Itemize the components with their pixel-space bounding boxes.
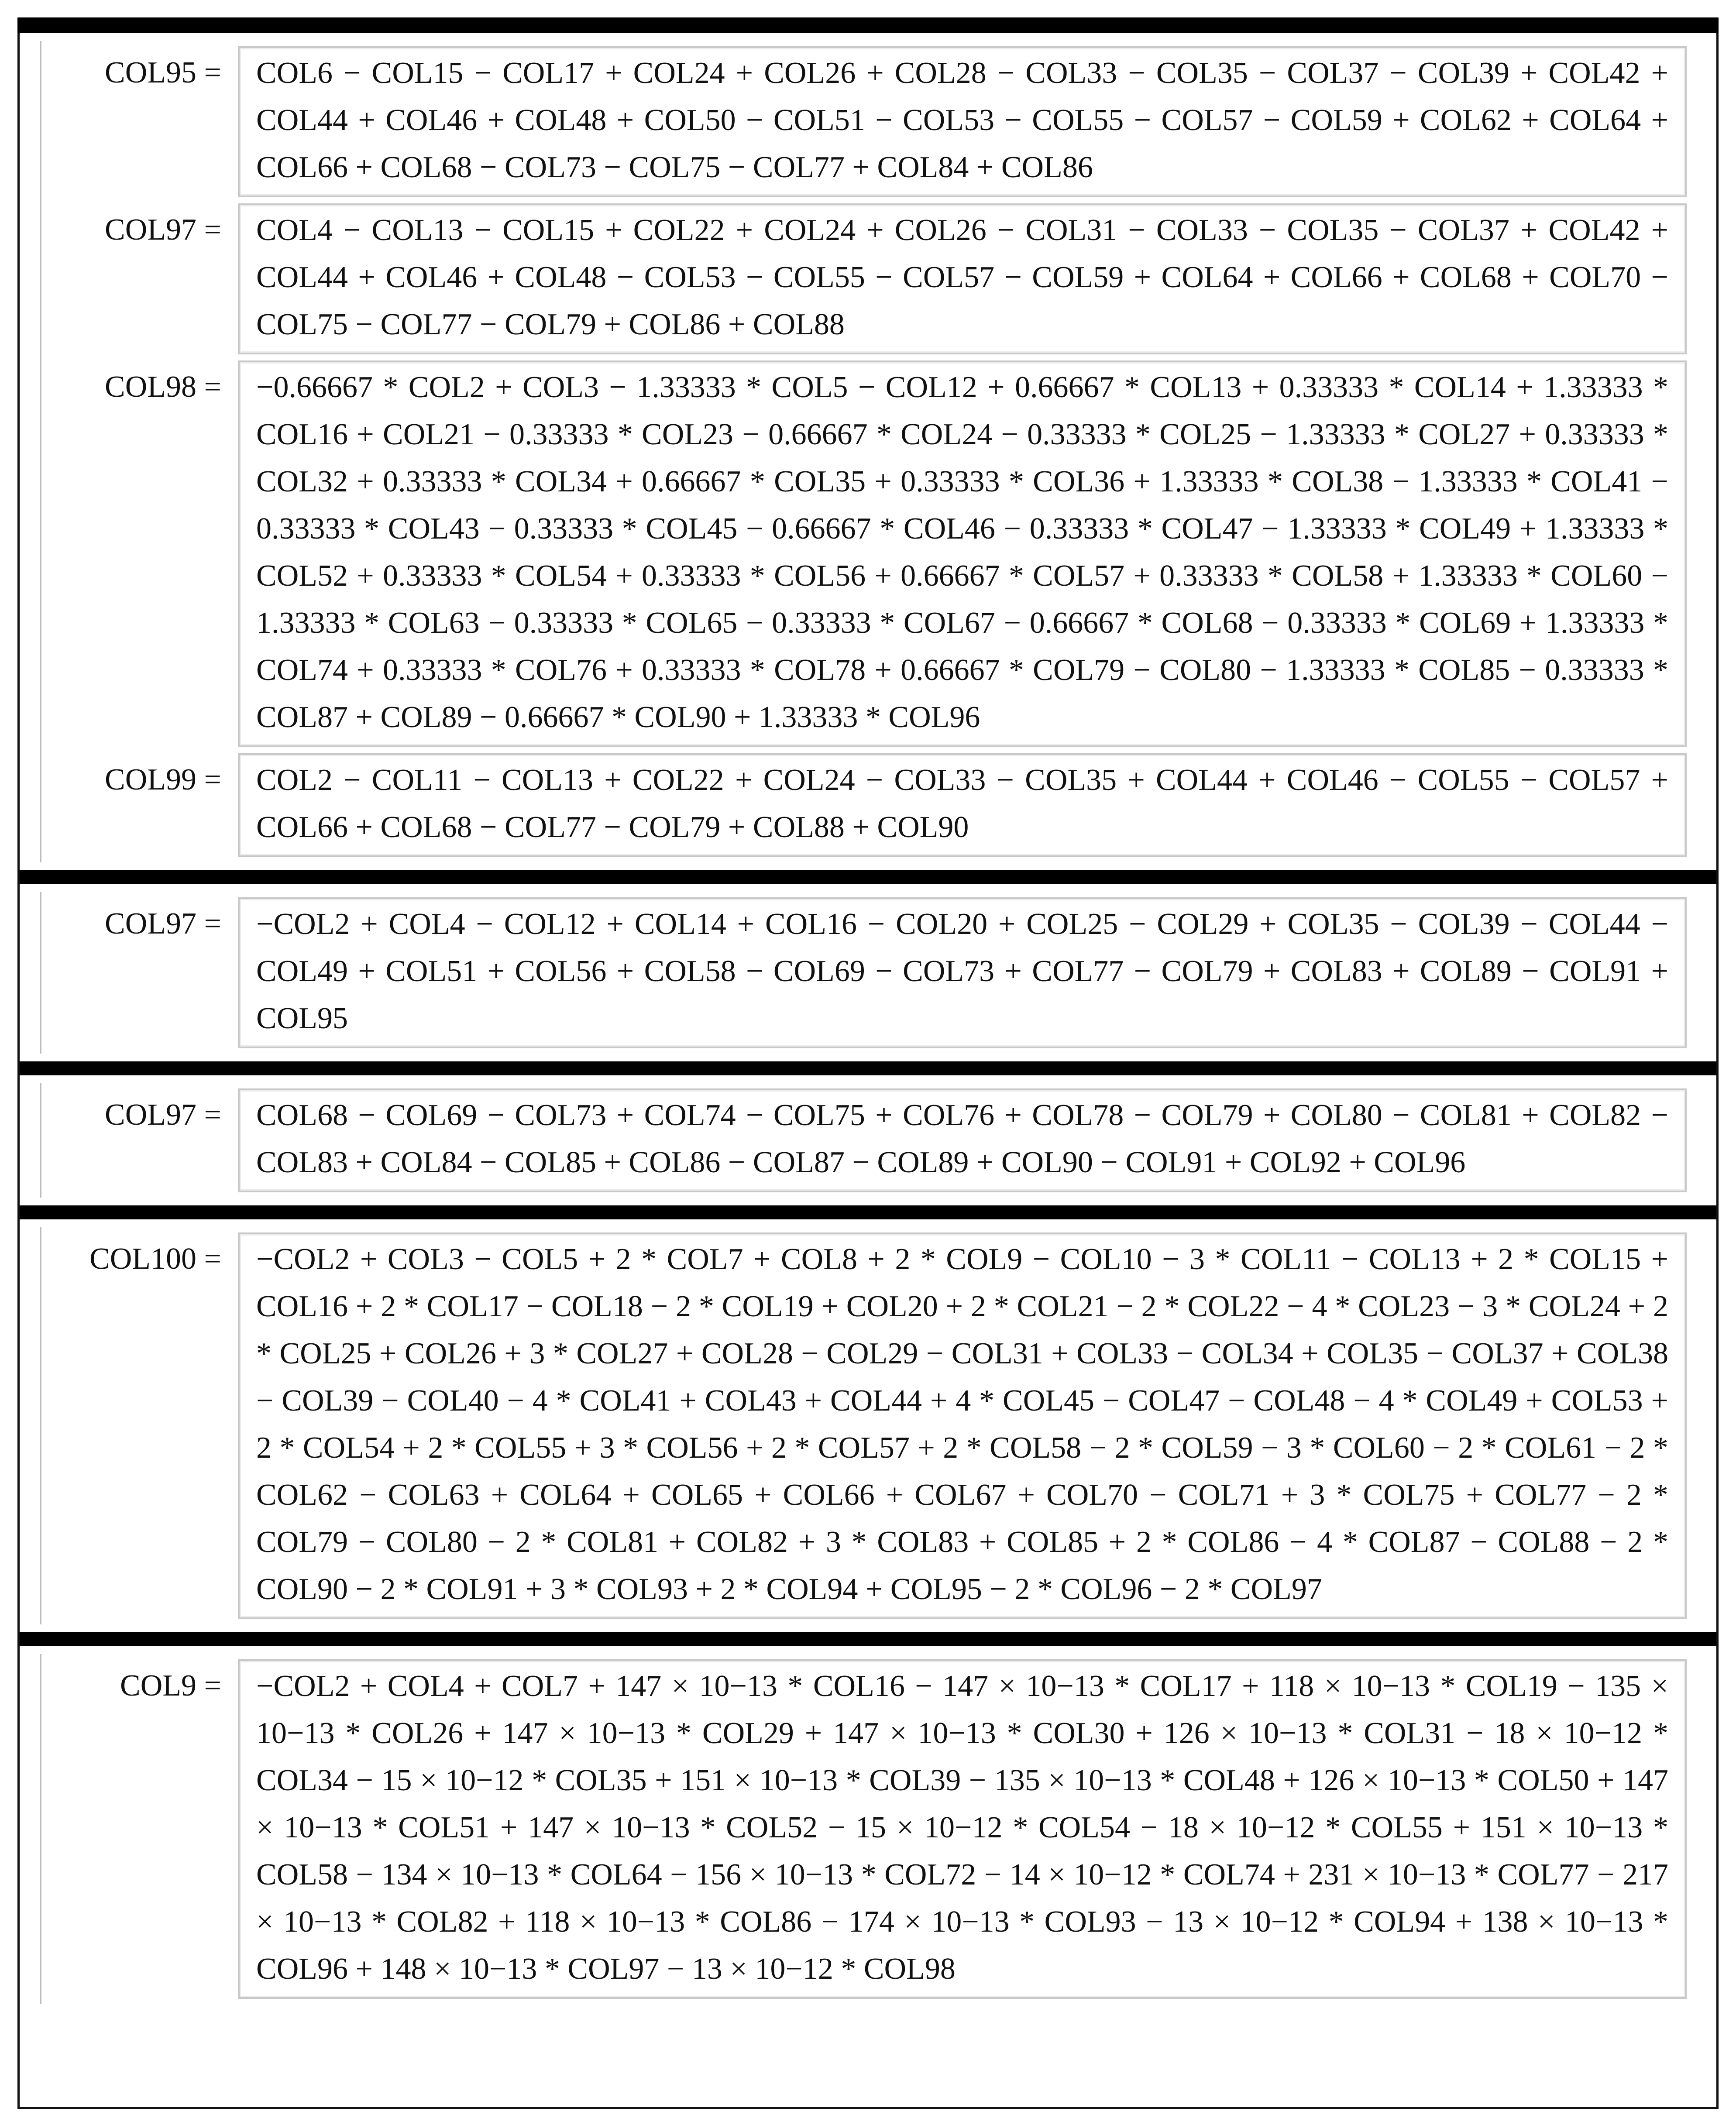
group-separator <box>17 17 1719 33</box>
equation-row <box>41 753 1710 857</box>
equation-lhs: COL97 = <box>105 213 221 247</box>
equation-group-5 <box>40 1654 1710 2004</box>
equation-rhs: COL6 − COL15 − COL17 + COL24 + COL26 + COL28 − COL33 − COL35 − COL37 − COL39 + COL42 + COL44 + COL46 + COL48 + COL50 − COL51 − COL53 − COL55 − COL57 − COL59 + COL62 + COL64 + COL66 + COL68 − COL73 − COL75 − COL77 + COL84 + COL86 <box>238 46 1687 197</box>
equation-lhs: COL95 = <box>105 56 221 89</box>
equation-group-3 <box>40 1083 1710 1198</box>
group-separator <box>20 1632 1716 1646</box>
equation-row <box>41 897 1710 1048</box>
equation-lhs: COL97 = <box>105 1098 221 1132</box>
equation-rhs: −COL2 + COL4 + COL7 + 147 × 10−13 * COL16 − 147 × 10−13 * COL17 + 118 × 10−13 * COL19 − 135 × 10−13 * COL26 + 147 × 10−13 * COL29 + 147 × 10−13 * COL30 + 126 × 10−13 * COL31 − 18 × 10−12 * COL34 − 15 × 10−12 * COL35 + 151 × 10−13 * COL39 − 135 × 10−13 * COL48 + 126 × 10−13 * COL50 + 147 × 10−13 * COL51 + 147 × 10−13 * COL52 − 15 × 10−12 * COL54 − 18 × 10−12 * COL55 + 151 × 10−13 * COL58 − 134 × 10−13 * COL64 − 156 × 10−13 * COL72 − 14 × 10−12 * COL74 + 231 × 10−13 * COL77 − 217 × 10−13 * COL82 + 118 × 10−13 * COL86 − 174 × 10−13 * COL93 − 13 × 10−12 * COL94 + 138 × 10−13 * COL96 + 148 × 10−13 * COL97 − 13 × 10−12 * COL98 <box>238 1659 1687 1999</box>
equation-lhs: COL9 = <box>120 1669 221 1703</box>
group-separator <box>20 1205 1716 1219</box>
equation-row <box>41 1088 1710 1192</box>
equation-lhs: COL99 = <box>105 763 221 796</box>
group-separator <box>20 1061 1716 1075</box>
equation-lhs: COL97 = <box>105 907 221 941</box>
equation-group-4 <box>40 1227 1710 1624</box>
equation-group-1 <box>40 41 1710 862</box>
equation-row <box>41 46 1710 197</box>
equation-lhs: COL100 = <box>89 1242 221 1276</box>
equation-group-2 <box>40 892 1710 1054</box>
equation-rhs: −COL2 + COL3 − COL5 + 2 * COL7 + COL8 + 2 * COL9 − COL10 − 3 * COL11 − COL13 + 2 * COL15 + COL16 + 2 * COL17 − COL18 − 2 * COL19 + COL20 + 2 * COL21 − 2 * COL22 − 4 * COL23 − 3 * COL24 + 2 * COL25 + COL26 + 3 * COL27 + COL28 − COL29 − COL31 + COL33 − COL34 + COL35 − COL37 + COL38 − COL39 − COL40 − 4 * COL41 + COL43 + COL44 + 4 * COL45 − COL47 − COL48 − 4 * COL49 + COL53 + 2 * COL54 + 2 * COL55 + 3 * COL56 + 2 * COL57 + 2 * COL58 − 2 * COL59 − 3 * COL60 − 2 * COL61 − 2 * COL62 − COL63 + COL64 + COL65 + COL66 + COL67 + COL70 − COL71 + 3 * COL75 + COL77 − 2 * COL79 − COL80 − 2 * COL81 + COL82 + 3 * COL83 + COL85 + 2 * COL86 − 4 * COL87 − COL88 − 2 * COL90 − 2 * COL91 + 3 * COL93 + 2 * COL94 + COL95 − 2 * COL96 − 2 * COL97 <box>238 1232 1687 1619</box>
equation-lhs: COL98 = <box>105 370 221 404</box>
equation-rhs: COL68 − COL69 − COL73 + COL74 − COL75 + COL76 + COL78 − COL79 + COL80 − COL81 + COL82 − COL83 + COL84 − COL85 + COL86 − COL87 − COL89 + COL90 − COL91 + COL92 + COL96 <box>238 1088 1687 1192</box>
equation-rhs: −0.66667 * COL2 + COL3 − 1.33333 * COL5 − COL12 + 0.66667 * COL13 + 0.33333 * COL14 + 1.33333 * COL16 + COL21 − 0.33333 * COL23 − 0.66667 * COL24 − 0.33333 * COL25 − 1.33333 * COL27 + 0.33333 * COL32 + 0.33333 * COL34 + 0.66667 * COL35 + 0.33333 * COL36 + 1.33333 * COL38 − 1.33333 * COL41 − 0.33333 * COL43 − 0.33333 * COL45 − 0.66667 * COL46 − 0.33333 * COL47 − 1.33333 * COL49 + 1.33333 * COL52 + 0.33333 * COL54 + 0.33333 * COL56 + 0.66667 * COL57 + 0.33333 * COL58 + 1.33333 * COL60 − 1.33333 * COL63 − 0.33333 * COL65 − 0.33333 * COL67 − 0.66667 * COL68 − 0.33333 * COL69 + 1.33333 * COL74 + 0.33333 * COL76 + 0.33333 * COL78 + 0.66667 * COL79 − COL80 − 1.33333 * COL85 − 0.33333 * COL87 + COL89 − 0.66667 * COL90 + 1.33333 * COL96 <box>238 360 1687 747</box>
equation-rhs: COL2 − COL11 − COL13 + COL22 + COL24 − COL33 − COL35 + COL44 + COL46 − COL55 − COL57 + COL66 + COL68 − COL77 − COL79 + COL88 + COL90 <box>238 753 1687 857</box>
group-separator <box>20 870 1716 884</box>
equation-document <box>17 17 1719 2109</box>
equation-row <box>41 1232 1710 1619</box>
equation-row <box>41 360 1710 747</box>
equation-rhs: COL4 − COL13 − COL15 + COL22 + COL24 + COL26 − COL31 − COL33 − COL35 − COL37 + COL42 + COL44 + COL46 + COL48 − COL53 − COL55 − COL57 − COL59 + COL64 + COL66 + COL68 + COL70 − COL75 − COL77 − COL79 + COL86 + COL88 <box>238 203 1687 354</box>
equation-rhs: −COL2 + COL4 − COL12 + COL14 + COL16 − COL20 + COL25 − COL29 + COL35 − COL39 − COL44 − COL49 + COL51 + COL56 + COL58 − COL69 − COL73 + COL77 − COL79 + COL83 + COL89 − COL91 + COL95 <box>238 897 1687 1048</box>
equation-row <box>41 203 1710 354</box>
equation-row <box>41 1659 1710 1999</box>
